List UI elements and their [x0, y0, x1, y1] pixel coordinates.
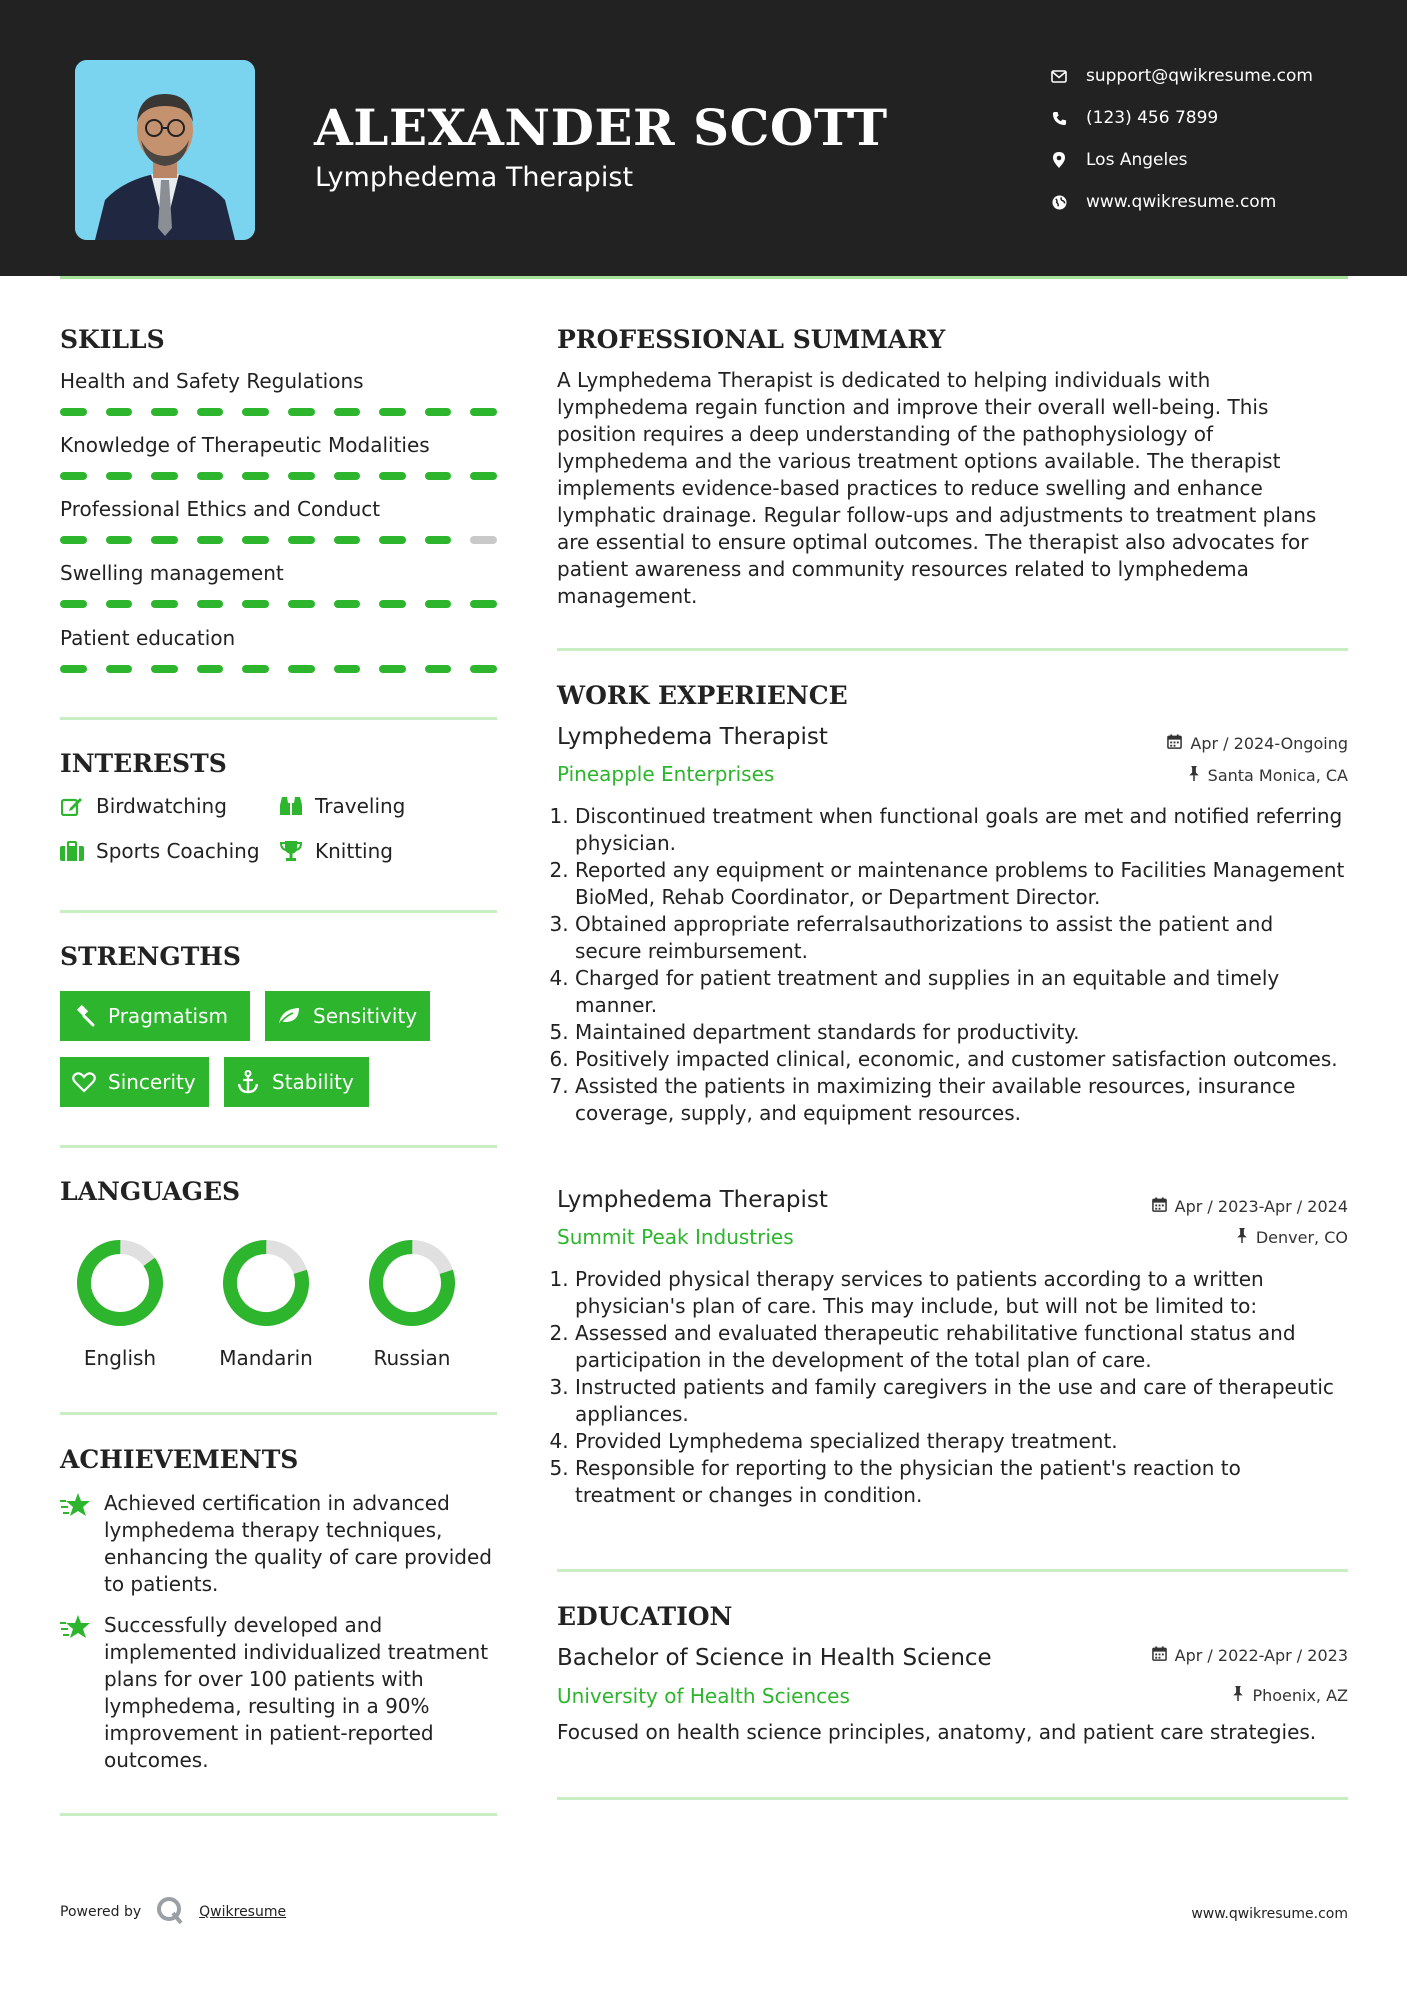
contact-email-text: support@qwikresume.com — [1086, 66, 1313, 86]
strength-badge — [60, 1057, 209, 1107]
job-bullet: 1. Discontinued treatment when functional goals are met and notified referring physician. — [575, 803, 1345, 857]
strength-label: Sincerity — [108, 1070, 196, 1094]
skill-level-dash — [379, 600, 406, 608]
skill-level-dash — [197, 408, 224, 416]
suitcase-icon — [60, 839, 84, 863]
strength-badge — [265, 991, 430, 1041]
achievement-item — [60, 1490, 500, 1598]
skill-level-dash — [470, 472, 497, 480]
skill-level-dash — [334, 600, 361, 608]
interest-label: Knitting — [315, 839, 393, 863]
interest-item — [60, 794, 227, 818]
skill-level-dash — [60, 536, 87, 544]
skill-label: Professional Ethics and Conduct — [60, 497, 381, 521]
skill-level-dash — [334, 472, 361, 480]
skill-item — [60, 626, 497, 673]
job-title: Lymphedema Therapist — [557, 1187, 828, 1213]
interests-heading: INTERESTS — [60, 749, 227, 778]
phone-icon — [1050, 109, 1068, 127]
section-divider — [557, 648, 1348, 651]
powered-by-text: Powered by — [60, 1904, 142, 1920]
strength-label: Stability — [272, 1070, 354, 1094]
skill-label: Health and Safety Regulations — [60, 369, 364, 393]
skill-level-dash — [379, 408, 406, 416]
strength-badge — [224, 1057, 369, 1107]
strengths-heading: STRENGTHS — [60, 942, 241, 971]
section-divider — [60, 1412, 497, 1415]
skill-level-dash — [288, 536, 315, 544]
skill-level-dash — [425, 472, 452, 480]
skill-label: Swelling management — [60, 561, 284, 585]
skill-level-dash — [242, 665, 269, 673]
job-bullet: 6. Positively impacted clinical, economic, and customer satisfaction outcomes. — [575, 1046, 1345, 1073]
education-location-text: Phoenix, AZ — [1252, 1686, 1348, 1705]
skill-item — [60, 497, 497, 544]
job-location — [1236, 1228, 1348, 1247]
language-donut-fill — [221, 1238, 311, 1328]
contact-location-text: Los Angeles — [1086, 150, 1188, 170]
skill-level-dash — [470, 408, 497, 416]
skill-level-bar — [60, 600, 497, 608]
skill-level-dash — [470, 600, 497, 608]
languages-heading: LANGUAGES — [60, 1177, 241, 1206]
skill-level-dash — [106, 665, 133, 673]
binoculars-icon — [279, 794, 303, 818]
skill-level-dash — [334, 408, 361, 416]
achievement-text: Achieved certification in advanced lymphedema therapy techniques, enhancing the quality of care provided to patients. — [104, 1491, 492, 1596]
job-bullet: 2. Assessed and evaluated therapeutic rehabilitative functional status and participation in the development of the total plan of care. — [575, 1320, 1345, 1374]
job-bullet: 4. Provided Lymphedema specialized therapy treatment. — [575, 1428, 1345, 1455]
section-divider — [557, 1569, 1348, 1572]
skill-level-dash — [106, 536, 133, 544]
skill-level-dash — [60, 665, 87, 673]
job-bullet: 3. Instructed patients and family caregivers in the use and care of therapeutic appliances. — [575, 1374, 1345, 1428]
skill-level-dash — [288, 600, 315, 608]
job-company: Pineapple Enterprises — [557, 762, 775, 786]
contact-list — [1050, 55, 1380, 223]
section-divider — [60, 717, 497, 720]
section-divider — [557, 1797, 1348, 1800]
trophy-icon — [279, 839, 303, 863]
skill-level-dash — [242, 472, 269, 480]
skill-level-dash — [242, 536, 269, 544]
interest-label: Birdwatching — [96, 794, 227, 818]
interest-item — [279, 794, 405, 818]
language-item — [352, 1238, 472, 1370]
interest-item — [60, 839, 260, 863]
job-bullets — [575, 803, 1345, 1127]
job-title: Lymphedema Therapist — [557, 724, 828, 750]
summary-text: A Lymphedema Therapist is dedicated to helping individuals with lymphedema regain function and improve their overall well-being. This position requires a deep understanding of the pathophysiology of lymphedema and the various treatment options available. The therapist implements evidence-based practices to reduce swelling and enhance lymphatic drainage. Regular follow-ups and adjustments to treatment plans are essential to ensure optimal outcomes. The therapist also advocates for patient awareness and community resources related to lymphedema management. — [557, 368, 1317, 608]
profile-photo — [75, 60, 255, 240]
skill-level-dash — [334, 665, 361, 673]
envelope-icon — [1050, 67, 1068, 85]
skill-level-dash — [60, 408, 87, 416]
education-date-text: Apr / 2022-Apr / 2023 — [1174, 1646, 1348, 1665]
skill-level-dash — [60, 472, 87, 480]
language-donut — [221, 1238, 311, 1328]
skill-level-dash — [151, 408, 178, 416]
skill-level-dash — [425, 408, 452, 416]
skill-level-dash — [151, 600, 178, 608]
achievement-text: Successfully developed and implemented individualized treatment plans for over 100 patients with lymphedema, resulting in a 90% improvement in patient-reported outcomes. — [104, 1613, 489, 1772]
language-donut — [75, 1238, 165, 1328]
skill-level-dash — [106, 600, 133, 608]
heart-icon — [72, 1070, 96, 1094]
skill-level-dash — [470, 536, 497, 544]
skill-level-dash — [106, 472, 133, 480]
calendar-icon — [1152, 1646, 1167, 1665]
contact-location — [1050, 139, 1380, 181]
skill-level-dash — [197, 600, 224, 608]
skill-item — [60, 433, 497, 480]
job-location — [1188, 766, 1348, 785]
job-date-text: Apr / 2023-Apr / 2024 — [1174, 1197, 1348, 1216]
skill-level-dash — [288, 665, 315, 673]
leaf-icon — [277, 1004, 301, 1028]
language-donut — [367, 1238, 457, 1328]
strength-label: Sensitivity — [313, 1004, 418, 1028]
globe-icon — [1050, 193, 1068, 211]
skill-level-dash — [288, 408, 315, 416]
interest-label: Sports Coaching — [96, 839, 260, 863]
achievement-item — [60, 1612, 500, 1774]
skill-level-dash — [106, 408, 133, 416]
skill-level-dash — [334, 536, 361, 544]
skill-level-bar — [60, 536, 497, 544]
candidate-name: ALEXANDER SCOTT — [314, 98, 888, 157]
anchor-icon — [236, 1070, 260, 1094]
job-bullet: 1. Provided physical therapy services to patients according to a written physician's plan of care. This may include, but will not be limited to: — [575, 1266, 1345, 1320]
contact-website-text: www.qwikresume.com — [1086, 192, 1277, 212]
calendar-icon — [1152, 1197, 1167, 1216]
skill-level-dash — [151, 665, 178, 673]
pushpin-icon — [1236, 1228, 1248, 1247]
skill-level-dash — [288, 472, 315, 480]
job-date — [1152, 1197, 1348, 1216]
job-bullet: 7. Assisted the patients in maximizing their available resources, insurance coverage, supply, and equipment resources. — [575, 1073, 1345, 1127]
skill-item — [60, 561, 497, 608]
job-bullet: 3. Obtained appropriate referralsauthorizations to assist the patient and secure reimbursement. — [575, 911, 1345, 965]
skill-level-dash — [425, 600, 452, 608]
job-location-text: Denver, CO — [1255, 1228, 1348, 1247]
contact-phone[interactable] — [1050, 97, 1380, 139]
contact-phone-text: (123) 456 7899 — [1086, 108, 1219, 128]
job-location-text: Santa Monica, CA — [1207, 766, 1348, 785]
section-divider — [60, 910, 497, 913]
skill-level-dash — [379, 472, 406, 480]
language-item — [60, 1238, 180, 1370]
skill-level-bar — [60, 665, 497, 673]
skill-level-dash — [151, 472, 178, 480]
candidate-title: Lymphedema Therapist — [315, 162, 634, 193]
qwikresume-link[interactable]: Qwikresume — [199, 1904, 287, 1920]
work-experience-heading: WORK EXPERIENCE — [557, 681, 848, 710]
star-icon — [60, 1490, 94, 1598]
map-pin-icon — [1050, 151, 1068, 169]
pushpin-icon — [1232, 1686, 1244, 1705]
contact-email[interactable] — [1050, 55, 1380, 97]
skill-level-dash — [60, 600, 87, 608]
section-divider — [60, 1145, 497, 1148]
skill-level-dash — [242, 408, 269, 416]
strength-badge — [60, 991, 250, 1041]
education-school: University of Health Sciences — [557, 1684, 850, 1708]
education-date — [1152, 1646, 1348, 1665]
job-date-text: Apr / 2024-Ongoing — [1190, 734, 1348, 753]
summary-heading: PROFESSIONAL SUMMARY — [557, 325, 946, 354]
education-location — [1232, 1686, 1348, 1705]
pushpin-icon — [1188, 766, 1200, 785]
language-label: Russian — [373, 1346, 451, 1370]
language-label: English — [83, 1346, 157, 1370]
job-bullet: 2. Reported any equipment or maintenance problems to Facilities Management BioMed, Rehab Coordinator, or Department Director. — [575, 857, 1345, 911]
interest-item — [279, 839, 393, 863]
gavel-icon — [72, 1004, 96, 1028]
job-company: Summit Peak Industries — [557, 1225, 794, 1249]
qwikresume-logo-icon — [155, 1895, 185, 1929]
language-donut-fill — [367, 1238, 457, 1328]
section-divider — [60, 1813, 497, 1816]
skill-level-dash — [470, 665, 497, 673]
skill-item — [60, 369, 497, 416]
skill-level-bar — [60, 472, 497, 480]
contact-website[interactable] — [1050, 181, 1380, 223]
education-degree: Bachelor of Science in Health Science — [557, 1645, 992, 1671]
star-icon — [60, 1612, 94, 1774]
skill-level-bar — [60, 408, 497, 416]
language-donut-fill — [75, 1238, 165, 1328]
education-heading: EDUCATION — [557, 1602, 733, 1631]
job-bullet: 4. Charged for patient treatment and supplies in an equitable and timely manner. — [575, 965, 1345, 1019]
interest-label: Traveling — [315, 794, 406, 818]
skill-level-dash — [197, 665, 224, 673]
calendar-icon — [1167, 734, 1182, 753]
education-description: Focused on health science principles, anatomy, and patient care strategies. — [557, 1720, 1317, 1744]
skill-level-dash — [425, 665, 452, 673]
strength-label: Pragmatism — [108, 1004, 228, 1028]
job-bullets — [575, 1266, 1345, 1509]
job-bullet: 5. Maintained department standards for productivity. — [575, 1019, 1345, 1046]
footer-powered-by — [60, 1895, 286, 1929]
achievements-heading: ACHIEVEMENTS — [60, 1445, 299, 1474]
skills-heading: SKILLS — [60, 325, 165, 354]
job-bullet: 5. Responsible for reporting to the physician the patient's reaction to treatment or changes in condition. — [575, 1455, 1345, 1509]
language-label: Mandarin — [219, 1346, 313, 1370]
language-item — [206, 1238, 326, 1370]
skill-level-dash — [425, 536, 452, 544]
header-divider — [60, 276, 1348, 279]
footer-url[interactable]: www.qwikresume.com — [1191, 1906, 1348, 1922]
skill-level-dash — [379, 665, 406, 673]
job-date — [1167, 734, 1348, 753]
skill-label: Knowledge of Therapeutic Modalities — [60, 433, 430, 457]
skill-level-dash — [379, 536, 406, 544]
skill-level-dash — [197, 472, 224, 480]
skill-level-dash — [197, 536, 224, 544]
edit-icon — [60, 794, 84, 818]
skill-level-dash — [151, 536, 178, 544]
skill-label: Patient education — [60, 626, 236, 650]
skill-level-dash — [242, 600, 269, 608]
